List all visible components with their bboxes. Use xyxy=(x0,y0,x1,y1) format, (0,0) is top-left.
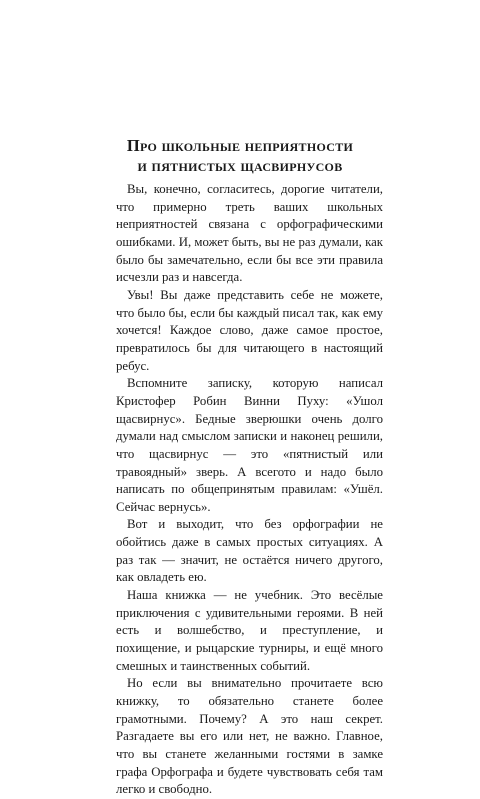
chapter-title-line-2: и пятнистых щасвирнусов xyxy=(137,156,343,175)
paragraph: Наша книжка — не учебник. Это весёлые приключения с удивительными героями. В ней есть и волшебство, и преступление, и похищение, и рыцарские турниры, и ещё много смешных и таинственных событий. xyxy=(116,588,383,673)
chapter-title xyxy=(0,136,480,176)
chapter-title-line-1: Про школьные неприятности xyxy=(126,136,354,155)
paragraph: Вспомните записку, которую написал Кристофер Робин Винни Пуху: «Ушол щасвирнус». Бедные зверюшки очень долго думали над смыслом записки и наконец решили, что щасвирнус — это «пятнистый или травоядный» зверь. А всегото и надо было написать по общепринятым правилам: «Ушёл. Сейчас вернусь». xyxy=(116,376,383,514)
paragraph: Вы, конечно, согласитесь, дорогие читатели, что примерно треть ваших школьных неприятностей связана с орфографическими ошибками. И, может быть, вы не раз думали, как было бы замечательно, если бы все эти правила исчезли раз и навсегда. xyxy=(116,182,383,285)
paragraph: Но если вы внимательно прочитаете всю книжку, то обязательно станете более грамотными. Почему? А это наш секрет. Разгадаете вы его или нет, не важно. Главное, что вы станете желанными гостями в замке графа Орфографа и будете чувствовать себя там легко и свободно. xyxy=(116,676,383,797)
paragraph: Увы! Вы даже представить себе не можете, что было бы, если бы каждый писал так, как ему хочется! Каждое слово, даже самое простое, превратилось бы для читающего в настоящий ребус. xyxy=(116,287,383,373)
body-text xyxy=(116,181,383,799)
paragraph: Вот и выходит, что без орфографии не обойтись даже в самых простых ситуациях. А раз так — значит, не остаётся ничего другого, как овладеть ею. xyxy=(116,517,383,585)
